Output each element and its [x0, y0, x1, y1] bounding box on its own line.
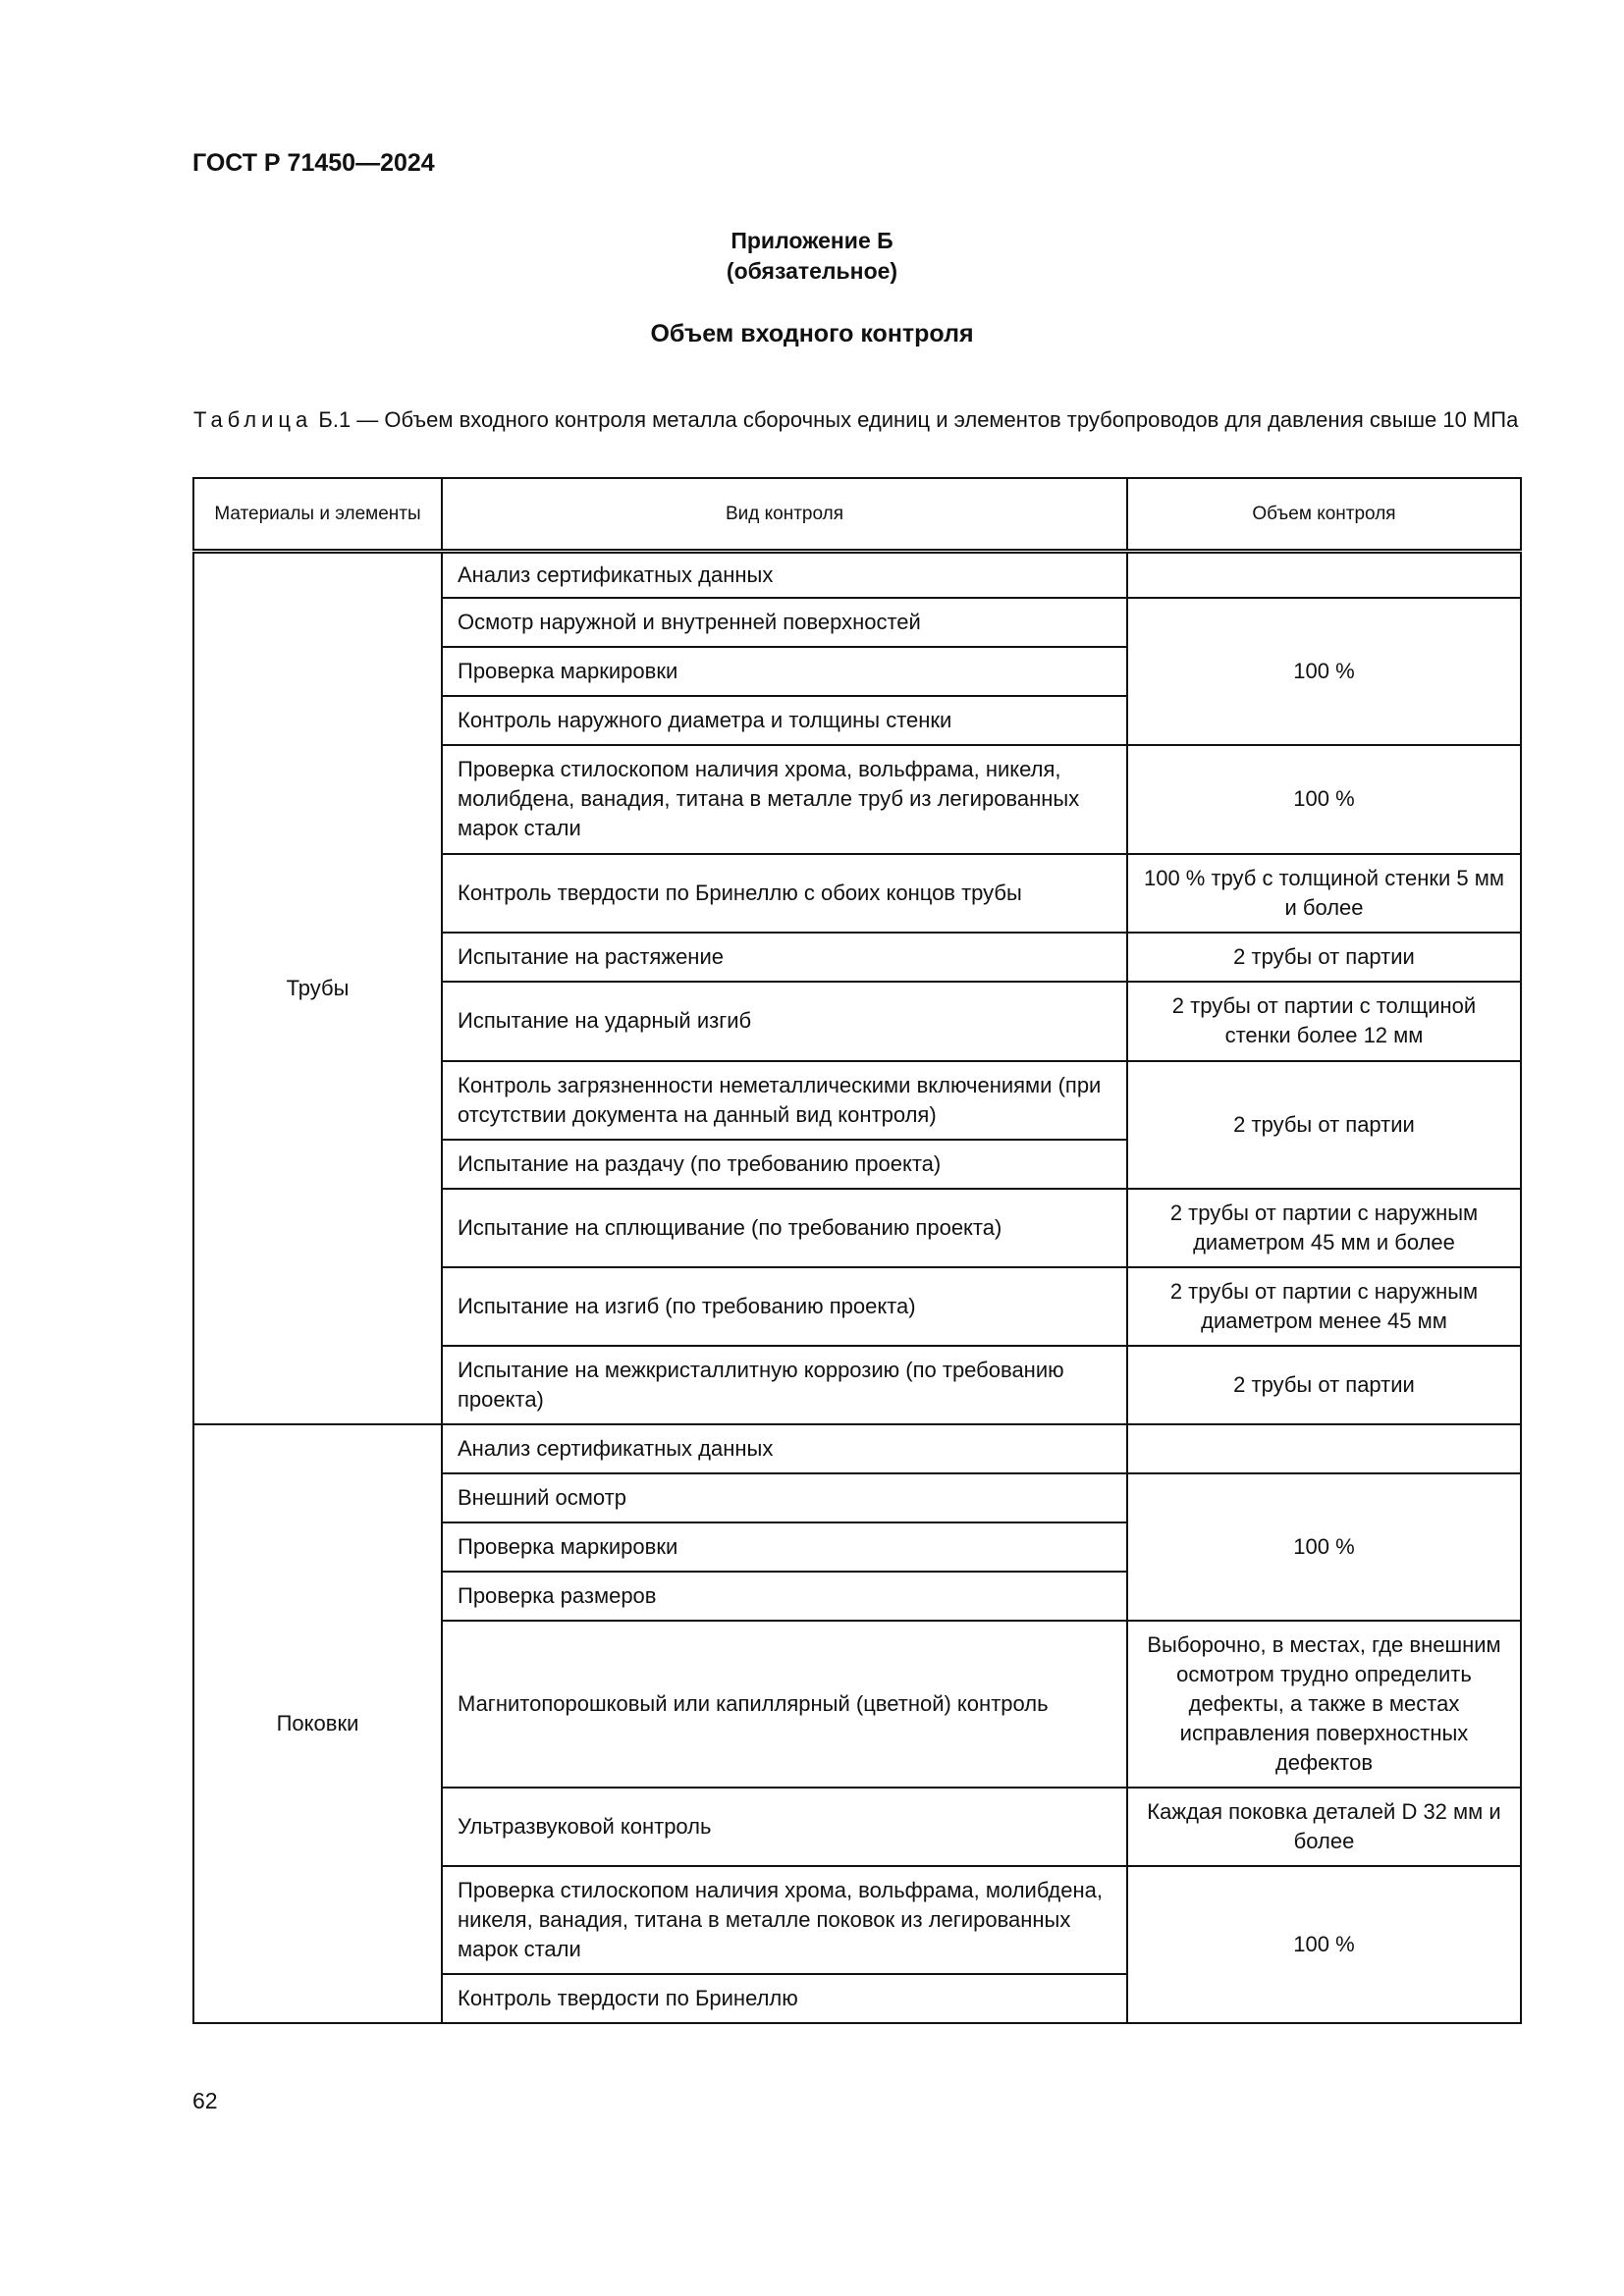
kind-cell: Магнитопорошковый или капиллярный (цветной) контроль — [442, 1621, 1127, 1788]
table-row — [193, 552, 1521, 598]
kind-cell: Испытание на изгиб (по требованию проекта) — [442, 1267, 1127, 1346]
header-volume: Объем контроля — [1127, 478, 1521, 552]
kind-cell: Ультразвуковой контроль — [442, 1788, 1127, 1866]
volume-cell: 2 трубы от партии с толщиной стенки более 12 мм — [1127, 982, 1521, 1061]
kind-cell: Контроль твердости по Бринеллю — [442, 1974, 1127, 2023]
volume-cell: 100 % — [1127, 745, 1521, 854]
volume-cell — [1127, 552, 1521, 598]
appendix-title: Приложение Б — [731, 228, 893, 253]
kind-cell: Контроль загрязненности неметаллическими включениями (при отсутствии документа на данный вид контроля) — [442, 1061, 1127, 1140]
volume-cell: Каждая поковка деталей D 32 мм и более — [1127, 1788, 1521, 1866]
kind-cell: Проверка маркировки — [442, 1522, 1127, 1572]
kind-cell: Анализ сертификатных данных — [442, 552, 1127, 598]
kind-cell: Осмотр наружной и внутренней поверхностей — [442, 598, 1127, 647]
kind-cell: Анализ сертификатных данных — [442, 1424, 1127, 1473]
kind-cell: Контроль наружного диаметра и толщины стенки — [442, 696, 1127, 745]
volume-cell: 100 % труб с толщиной стенки 5 мм и более — [1127, 854, 1521, 933]
volume-cell: 100 % — [1127, 1473, 1521, 1621]
volume-cell: 2 трубы от партии с наружным диаметром менее 45 мм — [1127, 1267, 1521, 1346]
kind-cell: Проверка маркировки — [442, 647, 1127, 696]
kind-cell: Испытание на ударный изгиб — [442, 982, 1127, 1061]
kind-cell: Проверка стилоскопом наличия хрома, вольфрама, молибдена, никеля, ванадия, титана в металле поковок из легированных марок стали — [442, 1866, 1127, 1974]
caption-number: Б.1 — [318, 407, 352, 432]
kind-cell: Внешний осмотр — [442, 1473, 1127, 1522]
table-header-row — [193, 478, 1521, 552]
header-kind: Вид контроля — [442, 478, 1127, 552]
material-cell: Трубы — [193, 552, 442, 1424]
appendix-status: (обязательное) — [726, 258, 898, 284]
table-row — [193, 1424, 1521, 1473]
table-caption — [193, 405, 1519, 434]
kind-cell: Испытание на растяжение — [442, 933, 1127, 982]
document-code: ГОСТ Р 71450—2024 — [192, 149, 435, 177]
section-title: Объем входного контроля — [650, 320, 974, 347]
kind-cell: Испытание на межкристаллитную коррозию (по требованию проекта) — [442, 1346, 1127, 1424]
page-number: 62 — [192, 2088, 218, 2113]
kind-cell: Контроль твердости по Бринеллю с обоих концов трубы — [442, 854, 1127, 933]
volume-cell — [1127, 1424, 1521, 1473]
volume-cell: 2 трубы от партии с наружным диаметром 45 мм и более — [1127, 1189, 1521, 1267]
volume-cell: 100 % — [1127, 1866, 1521, 2023]
kind-cell: Проверка размеров — [442, 1572, 1127, 1621]
kind-cell: Проверка стилоскопом наличия хрома, вольфрама, никеля, молибдена, ванадия, титана в металле труб из легированных марок стали — [442, 745, 1127, 854]
volume-cell: 100 % — [1127, 598, 1521, 745]
volume-cell: Выборочно, в местах, где внешним осмотром трудно определить дефекты, а также в местах исправления поверхностных дефектов — [1127, 1621, 1521, 1788]
caption-text: — Объем входного контроля металла сборочных единиц и элементов трубопроводов для давления свыше 10 МПа — [351, 407, 1519, 432]
header-material: Материалы и элементы — [193, 478, 442, 552]
volume-cell: 2 трубы от партии — [1127, 933, 1521, 982]
inspection-table — [192, 477, 1522, 2024]
material-cell: Поковки — [193, 1424, 442, 2023]
volume-cell: 2 трубы от партии — [1127, 1061, 1521, 1189]
kind-cell: Испытание на раздачу (по требованию проекта) — [442, 1140, 1127, 1189]
kind-cell: Испытание на сплющивание (по требованию проекта) — [442, 1189, 1127, 1267]
volume-cell: 2 трубы от партии — [1127, 1346, 1521, 1424]
caption-label: Таблица — [193, 407, 313, 432]
